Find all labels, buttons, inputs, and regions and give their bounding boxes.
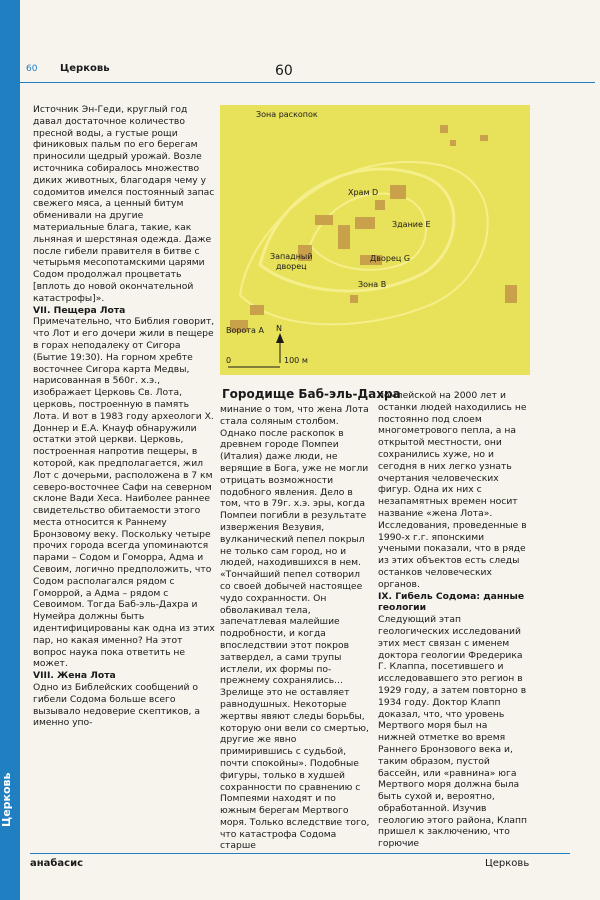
section-heading-7: VII. Пещера Лота: [33, 304, 126, 316]
label-gate-a: Ворота A: [226, 326, 264, 335]
label-north: N: [276, 324, 282, 333]
label-building-e: Здание E: [392, 220, 431, 229]
label-scale-zero: 0: [226, 356, 232, 365]
paragraph: Следующий этап геологических исследований этих мест связан с именем доктора геологии Фредерика Г. Клаппа, посетившего и исследовавшего это регион в 1929 году, а затем повторно в 1934 году. Доктор Клапп доказал, что, что уровень Мертвого моря был на нижней отметке во время Раннего Бронзового века и, таким образом, пустой бассейн, или «равнина» юга Мертвого моря должна была быть сухой и, вероятно, обработанной. Изучив геологию этого района, Клапп пришел к заключению, что горючие: [378, 614, 528, 850]
label-palace-g: Дворец G: [370, 254, 411, 263]
section-heading-8: VIII. Жена Лота: [33, 670, 116, 682]
label-temple-d: Храм D: [348, 188, 379, 197]
map-background: [220, 105, 530, 375]
text-column-3: [378, 390, 528, 850]
label-west-palace-2: дворец: [276, 262, 307, 271]
section-title: Городище Баб-эль-Дахра: [222, 387, 401, 401]
paragraph: Примечательно, что Библия говорит, что Лот и его дочери жили в пещере в горах неподалеку от Сигора (Бытие 19:30). На горном хребте восточнее Сигора карта Медвы, нарисованная в 560г. х.э., изображает Церковь Св. Лота, церковь, построенную в память Лота. И вот в 1983 году археологи Х. Доннер и Е.А. Кнауф обнаружили остатки этой церкви. Церковь, построенная напротив пещеры, в которой, как предполагается, жил Лот с дочерьми, расположена в 7 км северо-восточнее Сафи на северном склоне Вади Хеса. Наиболее раннее свидетельство обитаемости этого места относится к Раннему Бронзовому веку. Поскольку четыре прочих города всегда упоминаются парами – Содом и Гоморра, Адма и Севоим, логично предположить, что Содом располагался рядом с Гоморрой, а Адма – рядом с Севоимом. Тогда Баб-эль-Дахра и Нумейра должны быть идентифицированы как одна из этих пар, но какая именно? На этот вопрос наука пока ответить не может.: [33, 316, 215, 670]
ruin-block: [250, 305, 264, 315]
sidebar-accent-bar: [0, 0, 20, 900]
paragraph: минание о том, что жена Лота стала соляным столбом. Однако после раскопок в древнем городе Помпеи (Италия) даже люди, не верящие в Бога, уже не могли отрицать возможности подобного явления. Дело в том, что в 79г. х.э. эры, когда Помпеи погибли в результате извержения Везувия, вулканический пепел покрыл не только сам город, но и людей, находившихся в нем. «Тончайший пепел сотворил со своей добычей настоящее чудо сохранности. Он обволакивал тела, запечатлевая малейшие подробности, и когда впоследствии этот покров затвердел, а сами трупы истлели, их формы по-прежнему сохранялись... Зрелище это не оставляет равнодушных. Некоторые жертвы явяют следы борьбы, которую они вели со смертью, другие же явно примирившись с судьбой, почти спокойны». Подобные фигуры, только в худшей сохранности по сравнению с Помпеями находят и по южным берегам Мертвого моря. Только вследствие того, что катастрофа Содома старше: [220, 404, 370, 852]
paragraph: Источник Эн-Геди, круглый год давал достаточное количество пресной воды, а густые рощи финиковых пальм по его берегам приносили щедрый урожай. Возле источника собиралось множество диких животных, благодаря чему у содомитов имелся постоянный запас свежего мяса, а ценный битум обменивали на другие материальные блага, такие, как льняная и шерстяная одежда. Даже после гибели правителя в битве с четырьмя месопотамскими царями Содом продолжал процветать [вплоть до новой окончательной катастрофы]».: [33, 104, 215, 304]
section-heading-9: IX. Гибель Содома: данные геологии: [378, 590, 525, 614]
footer-magazine-name: анабасис: [30, 858, 83, 869]
header-page-number-small: 60: [26, 64, 38, 74]
label-zone-b: Зона B: [358, 280, 387, 289]
map-caption: Зона раскопок: [256, 110, 318, 119]
ruin-block: [355, 217, 375, 229]
label-west-palace: Западный: [270, 252, 313, 261]
label-scale-100: 100 м: [284, 356, 308, 365]
ruin-block: [390, 185, 406, 199]
text-column-1: [33, 104, 215, 729]
excavation-map: [220, 105, 530, 375]
header-page-number: 60: [275, 63, 293, 79]
paragraph: Одно из Библейских сообщений о гибели Содома больше всего вызывало недоверие скептиков, а именно упо-: [33, 682, 200, 729]
sidebar-section-label: Церковь: [0, 772, 13, 828]
paragraph: помпейской на 2000 лет и останки людей находились не постоянно под слоем многометрового пепла, а на открытой местности, они сохранились хуже, но и сегодня в них легко узнать очертания человеческих фигур. Одна их них с незапамятных времен носит название «жена Лота». Исследования, проведенные в 1990-х г.г. японскими учеными показали, что в ряде из этих объектов есть следы останков человеческих органов.: [378, 390, 527, 590]
ruin-block: [505, 285, 517, 303]
ruin-block: [375, 200, 385, 210]
text-column-2: [220, 404, 372, 852]
ruin-block: [480, 135, 488, 141]
footer-section-name: Церковь: [485, 858, 530, 869]
map-figure: [220, 105, 530, 375]
ruin-block: [350, 295, 358, 303]
header-section-name: Церковь: [60, 63, 110, 74]
ruin-block: [440, 125, 448, 133]
ruin-block: [338, 225, 350, 249]
footer-rule: [30, 853, 570, 854]
ruin-block: [450, 140, 456, 146]
ruin-block: [315, 215, 333, 225]
